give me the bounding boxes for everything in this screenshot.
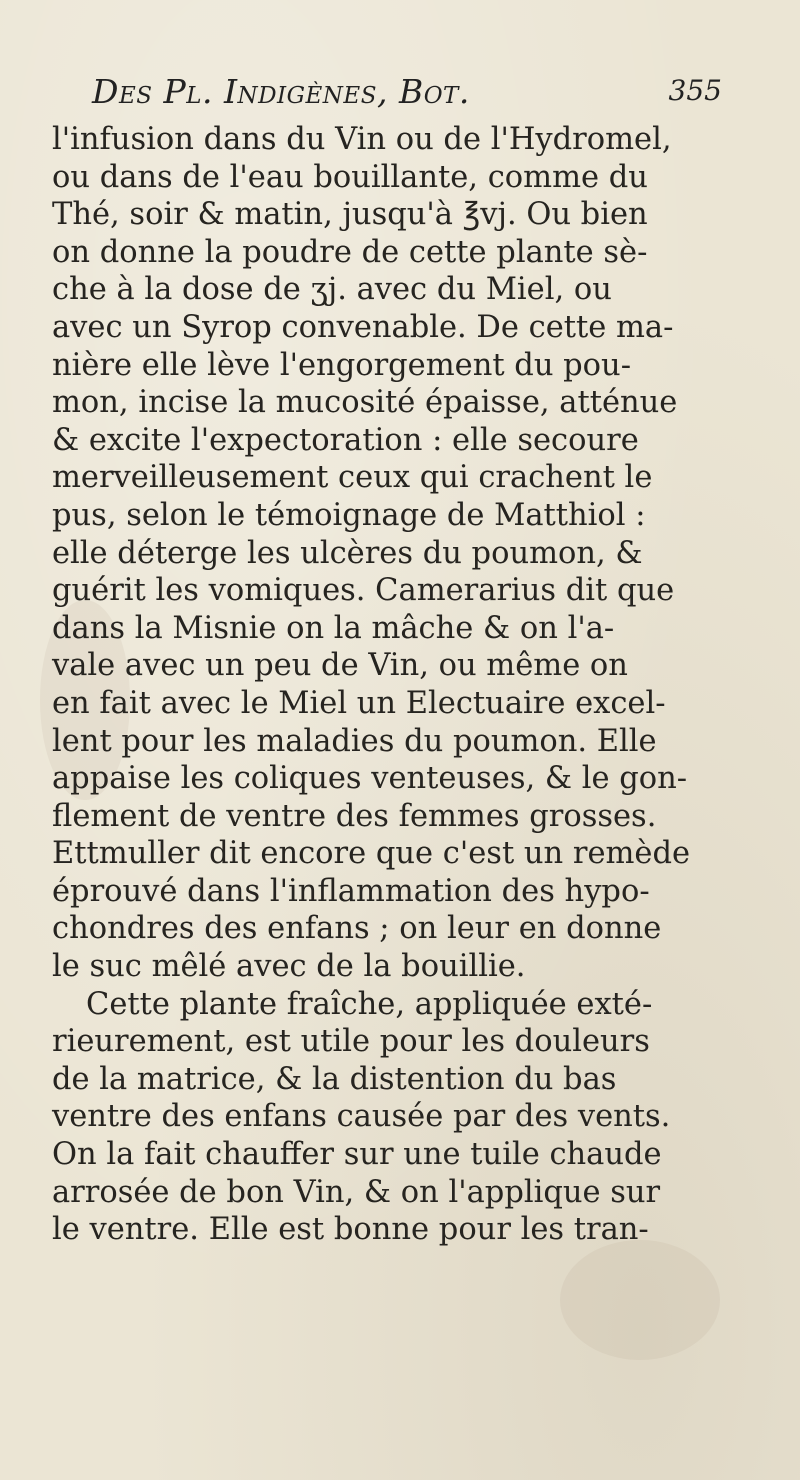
text-line: l'infusion dans du Vin ou de l'Hydromel, [52, 122, 672, 157]
running-head: Des Pl. Indigènes, Bot. [92, 72, 470, 111]
text-line: appaise les coliques venteuses, & le gon- [52, 761, 688, 797]
text-line: le suc mêlé avec de la bouillie. [52, 949, 526, 985]
text-line: éprouvé dans l'inflammation des hypo- [52, 873, 650, 909]
text-line: flement de ventre des femmes grosses. [52, 798, 657, 834]
text-line: Ettmuller dit encore que c'est un remède [52, 836, 691, 872]
text-line: lent pour les maladies du poumon. Elle [52, 723, 657, 759]
text-line: nière elle lève l'engorgement du pou- [52, 347, 631, 383]
text-line: rieurement, est utile pour les douleurs [52, 1024, 650, 1060]
text-line: pus, selon le témoignage de Matthiol : [52, 497, 646, 533]
text-line: vale avec un peu de Vin, ou même on [52, 648, 628, 684]
text-line: elle déterge les ulcères du poumon, & [52, 535, 643, 571]
text-line: ventre des enfans causée par des vents. [52, 1099, 671, 1135]
text-line: On la fait chauffer sur une tuile chaude [52, 1137, 662, 1173]
text-line: dans la Misnie on la mâche & on l'a- [52, 610, 615, 646]
text-line: arrosée de bon Vin, & on l'applique sur [52, 1174, 661, 1210]
body-text [52, 121, 732, 1249]
text-line: de la matrice, & la distention du bas [52, 1061, 617, 1097]
text-line: avec un Syrop convenable. De cette ma- [52, 309, 674, 345]
text-line: merveilleusement ceux qui crachent le [52, 460, 653, 496]
text-line: & excite l'expectoration : elle secoure [52, 422, 639, 458]
text-line: chondres des enfans ; on leur en donne [52, 911, 662, 947]
text-line: mon, incise la mucosité épaisse, atténue [52, 385, 678, 421]
text-line: ou dans de l'eau bouillante, comme du [52, 159, 648, 195]
text-line: guérit les vomiques. Camerarius dit que [52, 573, 675, 609]
text-line: Cette plante fraîche, appliquée exté- [86, 986, 653, 1022]
text-line: Thé, soir & matin, jusqu'à ℥vj. Ou bien [52, 197, 648, 233]
text-line: en fait avec le Miel un Electuaire excel- [52, 685, 666, 721]
text-line: on donne la poudre de cette plante sè- [52, 234, 648, 270]
paper-stain [560, 1240, 720, 1360]
text-line: le ventre. Elle est bonne pour les tran- [52, 1212, 649, 1248]
page-header [92, 72, 722, 116]
text-line: che à la dose de ʒj. avec du Miel, ou [52, 272, 612, 308]
page-number: 355 [668, 74, 722, 107]
